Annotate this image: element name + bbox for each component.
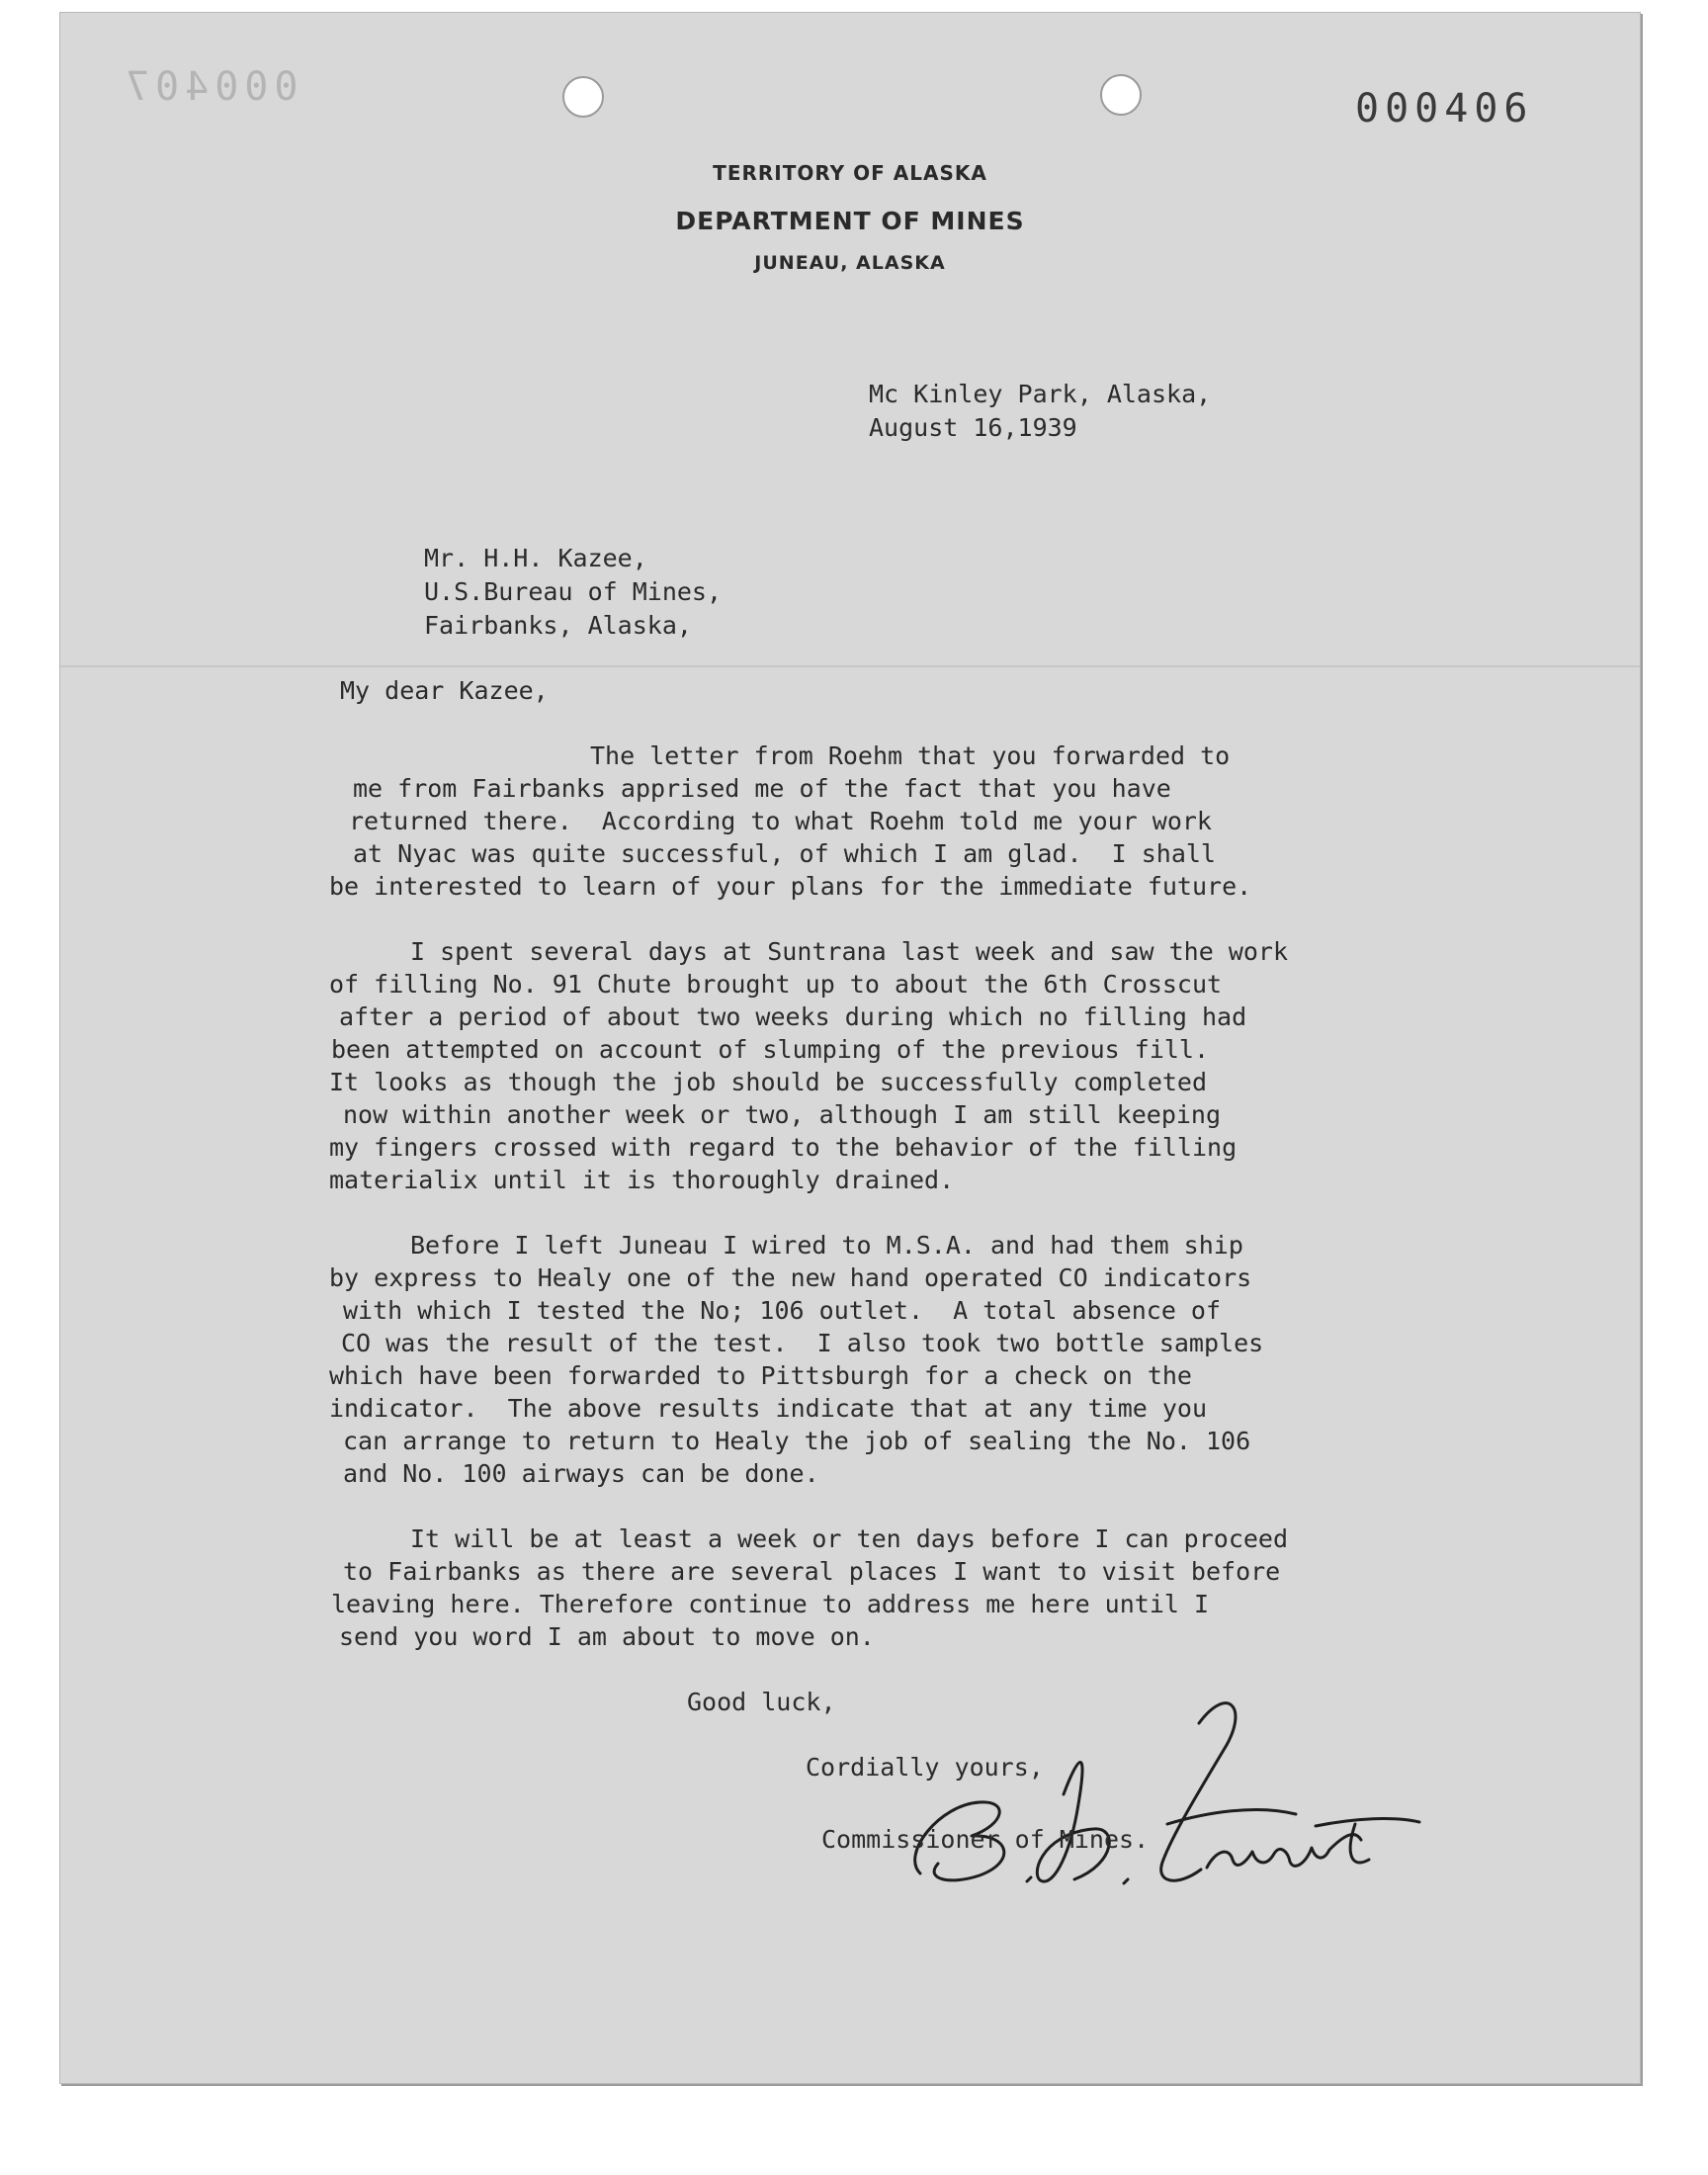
body-line: CO was the result of the test. I also took two bottle samples: [341, 1329, 1264, 1357]
body-line: indicator. The above results indicate that at any time you: [329, 1394, 1208, 1423]
recipient-line: Mr. H.H. Kazee,: [424, 544, 647, 572]
body-line: my fingers crossed with regard to the behavior of the filling: [329, 1133, 1238, 1162]
body-line: to Fairbanks as there are several places I want to visit before: [343, 1557, 1281, 1586]
closing-cordially: Cordially yours,: [806, 1753, 1044, 1782]
body-line: I spent several days at Suntrana last week and saw the work: [410, 937, 1289, 966]
body-line: be interested to learn of your plans for the immediate future.: [329, 872, 1252, 901]
body-line: now within another week or two, although I am still keeping: [343, 1100, 1222, 1129]
archive-stamp-number: 000406: [1355, 86, 1534, 131]
letter-page: [59, 12, 1641, 2084]
body-line: which have been forwarded to Pittsburgh for a check on the: [329, 1361, 1192, 1390]
recipient-line: U.S.Bureau of Mines,: [424, 577, 723, 606]
letterhead-city: JUNEAU, ALASKA: [754, 252, 946, 274]
body-line: at Nyac was quite successful, of which I am glad. I shall: [353, 839, 1216, 868]
closing-good-luck: Good luck,: [687, 1688, 836, 1716]
body-line: and No. 100 airways can be done.: [343, 1459, 819, 1488]
signature-handwritten: [881, 1686, 1434, 1913]
dateline-place: Mc Kinley Park, Alaska,: [869, 380, 1212, 408]
body-line: The letter from Roehm that you forwarded to: [590, 741, 1231, 770]
body-line: Before I left Juneau I wired to M.S.A. and had them ship: [410, 1231, 1243, 1260]
body-line: with which I tested the No; 106 outlet. A total absence of: [343, 1296, 1222, 1325]
fold-crease: [60, 665, 1640, 667]
body-line: of filling No. 91 Chute brought up to about the 6th Crosscut: [329, 970, 1223, 999]
body-line: me from Fairbanks apprised me of the fact that you have: [353, 774, 1171, 803]
body-line: can arrange to return to Healy the job of sealing the No. 106: [343, 1427, 1251, 1455]
body-line: materialix until it is thoroughly drained.: [329, 1166, 955, 1194]
body-line: It looks as though the job should be successfully completed: [329, 1068, 1208, 1096]
body-line: It will be at least a week or ten days before I can proceed: [410, 1524, 1289, 1553]
body-line: leaving here. Therefore continue to address me here until I: [331, 1590, 1210, 1618]
punch-hole-left: [562, 76, 604, 118]
letterhead-territory: TERRITORY OF ALASKA: [713, 161, 987, 185]
body-line: been attempted on account of slumping of the previous fill.: [331, 1035, 1210, 1064]
body-line: send you word I am about to move on.: [339, 1622, 875, 1651]
dateline-date: August 16,1939: [869, 413, 1077, 442]
body-line: returned there. According to what Roehm told me your work: [349, 807, 1212, 835]
body-line: after a period of about two weeks during which no filling had: [339, 1002, 1247, 1031]
salutation: My dear Kazee,: [340, 676, 549, 705]
signer-title: Commissioner of Mines.: [821, 1825, 1150, 1854]
letterhead-department: DEPARTMENT OF MINES: [675, 207, 1025, 235]
recipient-line: Fairbanks, Alaska,: [424, 611, 692, 640]
body-line: by express to Healy one of the new hand operated CO indicators: [329, 1263, 1252, 1292]
punch-hole-right: [1100, 74, 1142, 116]
bleed-through-stamp: 000407: [120, 64, 299, 110]
